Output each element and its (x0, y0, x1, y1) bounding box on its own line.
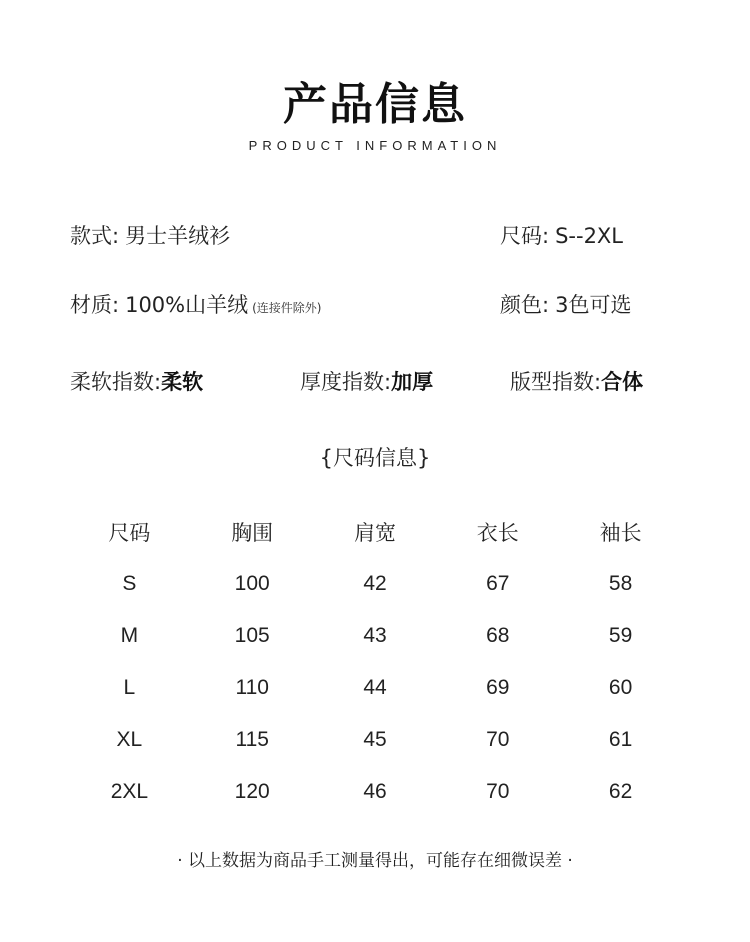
fit-value: 合体 (601, 370, 644, 394)
measurement-note: · 以上数据为商品手工测量得出，可能存在细微误差 · (177, 851, 573, 871)
table-cell: XL (116, 728, 143, 751)
table-cell: 62 (608, 780, 633, 803)
fit-label: 版型指数: (510, 370, 602, 394)
table-row (68, 662, 682, 714)
table-cell: 100 (234, 572, 270, 595)
table-cell: 68 (486, 624, 510, 647)
table-cell: 46 (363, 780, 387, 803)
material-label: 材质: (70, 293, 120, 317)
style-info (70, 220, 230, 250)
table-cell: L (123, 676, 136, 699)
table-row (68, 610, 682, 662)
table-cell: S (122, 572, 137, 595)
header-cell: 尺码 (108, 521, 151, 545)
page-subtitle: PRODUCT INFORMATION (248, 138, 502, 153)
table-row (68, 714, 682, 766)
table-cell: 43 (363, 624, 387, 647)
material-info (70, 289, 322, 319)
thickness-value: 加厚 (391, 370, 434, 394)
softness-value: 柔软 (161, 370, 204, 394)
table-cell: 67 (486, 572, 510, 595)
color-label: 颜色: (500, 293, 550, 317)
color-value: 3色可选 (555, 293, 632, 317)
table-cell: 58 (608, 572, 633, 595)
table-cell: 115 (235, 728, 269, 751)
header-cell: 衣长 (476, 521, 519, 545)
table-cell: 2XL (110, 780, 149, 803)
color-info (500, 289, 631, 319)
header-cell: 肩宽 (353, 521, 396, 545)
table-cell: 69 (486, 676, 510, 699)
size-label: 尺码: (500, 224, 550, 248)
size-info (500, 220, 623, 250)
table-cell: 59 (608, 624, 633, 647)
thickness-index (300, 366, 433, 396)
header-cell: 袖长 (599, 521, 642, 545)
style-label: 款式: (70, 224, 120, 248)
page-title: 产品信息 (283, 79, 467, 130)
table-cell: 70 (486, 780, 510, 803)
thickness-label: 厚度指数: (300, 370, 392, 394)
material-note: (连接件除外) (252, 301, 322, 315)
table-cell: 60 (608, 676, 633, 699)
table-cell: 120 (234, 780, 270, 803)
fit-index (510, 366, 643, 396)
softness-index (70, 366, 203, 396)
style-value: 男士羊绒衫 (125, 224, 231, 248)
material-value: 100%山羊绒 (125, 293, 249, 317)
size-section-title: {尺码信息} (319, 446, 431, 470)
softness-label: 柔软指数: (70, 370, 162, 394)
table-cell: 105 (234, 624, 270, 647)
table-cell: 110 (235, 676, 269, 699)
table-cell: 61 (608, 728, 633, 751)
table-cell: 45 (363, 728, 387, 751)
table-row (68, 558, 682, 610)
header-cell: 胸围 (231, 521, 274, 545)
size-table (68, 506, 682, 818)
table-row (68, 766, 682, 818)
table-header-row (68, 506, 682, 558)
table-cell: 44 (363, 676, 387, 699)
table-cell: 70 (486, 728, 510, 751)
size-value: S--2XL (555, 224, 624, 248)
table-cell: 42 (363, 572, 387, 595)
table-cell: M (120, 624, 139, 647)
